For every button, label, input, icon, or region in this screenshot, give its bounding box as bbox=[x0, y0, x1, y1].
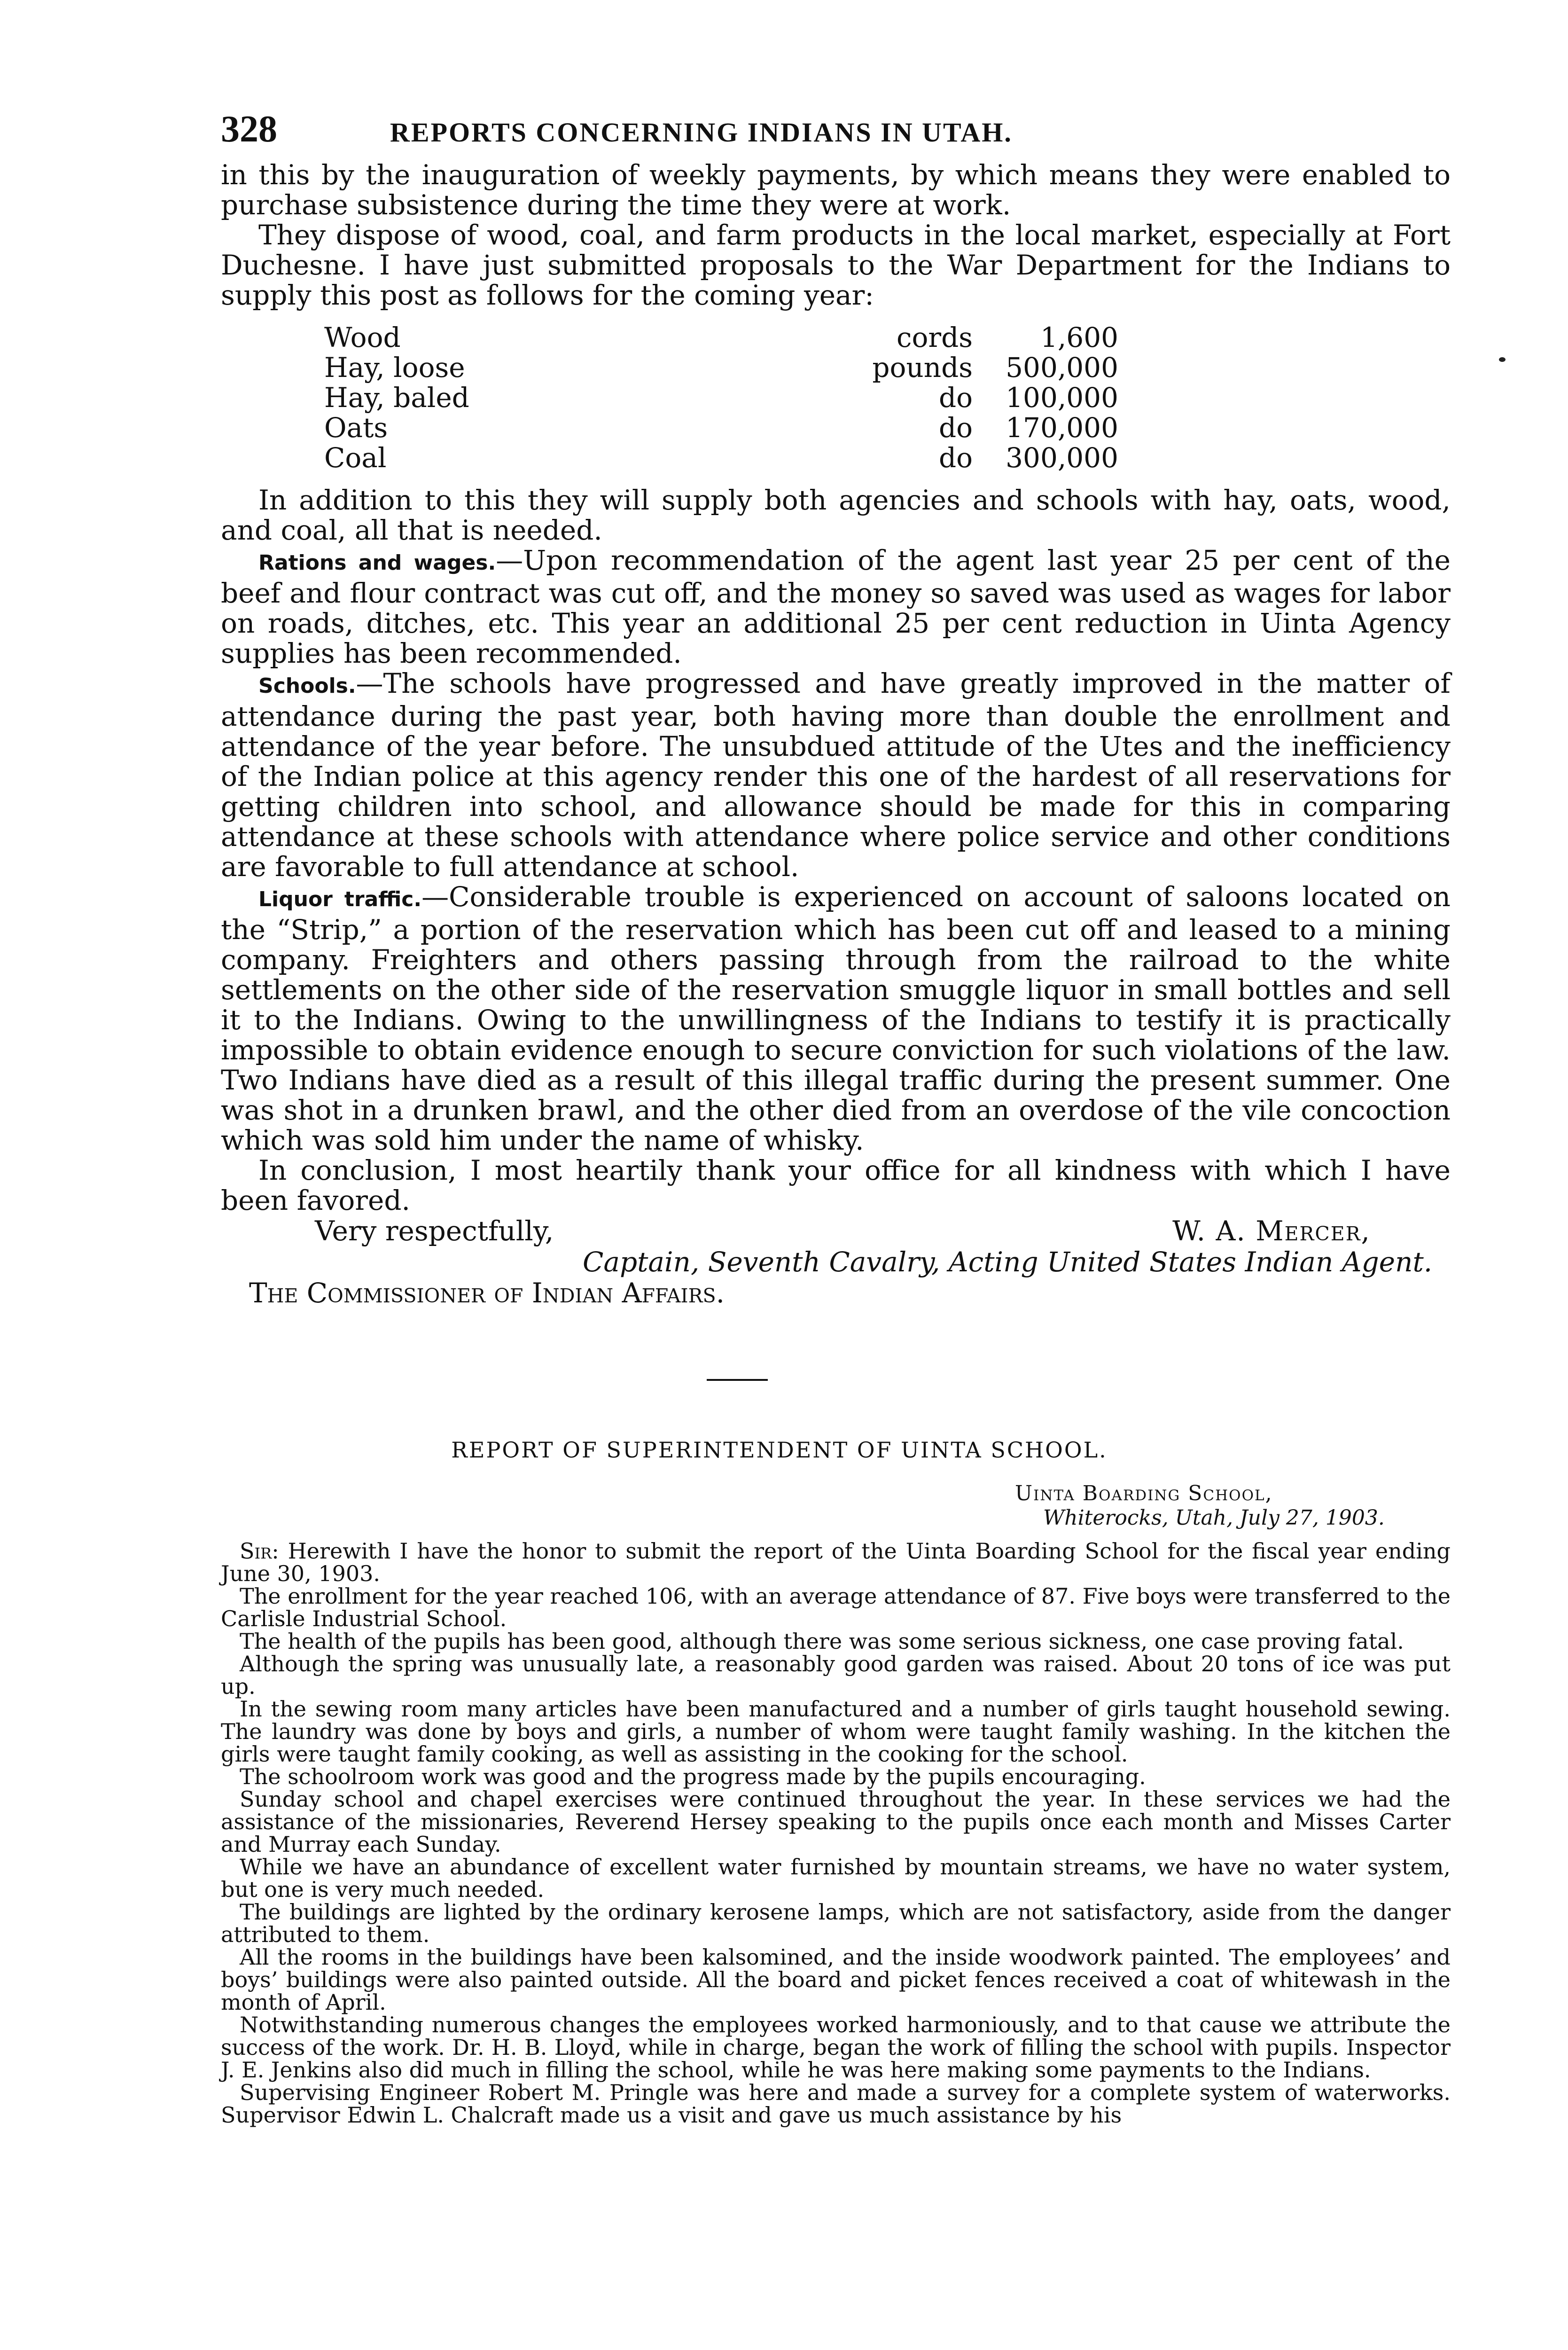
school-report-title: REPORT OF SUPERINTENDENT OF UINTA SCHOOL. bbox=[451, 1437, 1108, 1463]
school-report-paragraph-text: Sunday school and chapel exercises were continued throughout the year. In these services we had the assistance of the missionaries, Reverend Hersey speaking to the pupils once each month and Misses Carter and Murray each Sunday. bbox=[221, 1786, 1451, 1857]
school-report-paragraph bbox=[221, 1788, 1451, 1856]
signer-title: Captain, Seventh Cavalry, Acting United States Indian Agent. bbox=[583, 1246, 1433, 1278]
schools-paragraph bbox=[221, 668, 1451, 882]
school-report-paragraph-text: The health of the pupils has been good, although there was some serious sickness, one case proving fatal. bbox=[240, 1629, 1404, 1654]
supply-item: Coal bbox=[324, 442, 387, 474]
letter-salutation: Sir: bbox=[240, 1538, 279, 1564]
conclusion-paragraph: In conclusion, I most heartily thank your office for all kindness with which I have been favored. bbox=[221, 1154, 1451, 1216]
school-report-paragraph-text: Supervising Engineer Robert M. Pringle was here and made a survey for a complete system of waterworks. Supervisor Edwin L. Chalcraft made us a visit and gave us much assistance by his bbox=[221, 2080, 1451, 2128]
supplies-row bbox=[324, 322, 1118, 352]
school-report-paragraph bbox=[221, 1946, 1451, 2013]
school-report-paragraph-text: The schoolroom work was good and the progress made by the pupils encouraging. bbox=[240, 1764, 1146, 1789]
supplies-row bbox=[324, 383, 1118, 413]
school-letterhead bbox=[221, 1481, 1451, 1530]
section-divider bbox=[707, 1379, 768, 1381]
school-report-paragraph bbox=[221, 1856, 1451, 1901]
school-report-paragraph bbox=[221, 1765, 1451, 1788]
running-head: REPORTS CONCERNING INDIANS IN UTAH. bbox=[390, 117, 1013, 148]
school-name: Uinta Boarding School, bbox=[1015, 1481, 1273, 1505]
page-header bbox=[221, 108, 1451, 160]
supplies-row bbox=[324, 443, 1118, 473]
school-report-paragraph-text: The buildings are lighted by the ordinary kerosene lamps, which are not satisfactory, aside from the danger attributed to them. bbox=[221, 1899, 1451, 1947]
supply-unit: cords bbox=[896, 321, 973, 353]
liquor-paragraph bbox=[221, 882, 1451, 1155]
supply-unit: do bbox=[938, 442, 973, 474]
supplies-table bbox=[324, 322, 1118, 473]
school-report-paragraph bbox=[221, 1901, 1451, 1946]
supplies-row bbox=[324, 352, 1118, 383]
intro-paragraph-2: They dispose of wood, coal, and farm products in the local market, especially at Fort Duchesne. I have just submitted proposals to the War Department for the Indians to supply this post as follows for the coming year: bbox=[221, 219, 1451, 311]
rations-heading: Rations and wages. bbox=[258, 551, 496, 575]
school-report-paragraph bbox=[221, 1698, 1451, 1765]
school-report-body bbox=[221, 1540, 1451, 2126]
intro-paragraph-1: in this by the inauguration of weekly payments, by which means they were enabled to purchase subsistence during the time they were at work. bbox=[221, 159, 1451, 221]
after-table-paragraph: In addition to this they will supply both agencies and schools with hay, oats, wood, and coal, all that is needed. bbox=[221, 484, 1451, 546]
school-report-paragraph bbox=[221, 1540, 1451, 1585]
school-report-paragraph-text: While we have an abundance of excellent water furnished by mountain streams, we have no water system, but one is very much needed. bbox=[221, 1854, 1451, 1902]
rations-paragraph bbox=[221, 545, 1451, 668]
closing-salutation: Very respectfully, bbox=[315, 1215, 554, 1247]
school-report-paragraph-text: All the rooms in the buildings have been kalsomined, and the inside woodwork painted. The employees’ and boys’ buildings were also painted outside. All the board and picket fences received a coat of whitewash in the month of April. bbox=[221, 1944, 1451, 2015]
page-number: 328 bbox=[221, 109, 277, 150]
school-report-paragraph bbox=[221, 1585, 1451, 1630]
rations-text: —Upon recommendation of the agent last year 25 per cent of the beef and flour contract was cut off, and the money so saved was used as wages for labor on roads, ditches, etc. This year an additional 25 per cent reduction in Uinta Agency supplies has been recommended. bbox=[221, 544, 1451, 669]
supply-item: Hay, loose bbox=[324, 352, 465, 384]
supply-item: Hay, baled bbox=[324, 382, 469, 414]
supply-unit: pounds bbox=[872, 352, 973, 384]
place-and-date: Whiterocks, Utah, July 27, 1903. bbox=[1043, 1506, 1385, 1530]
liquor-text: —Considerable trouble is experienced on account of saloons located on the “Strip,” a portion of the reservation which has been cut off and leased to a mining company. Freighters and others passing through from the railroad to the white settlements on the other side of the reservation smuggle liquor in small bottles and sell it to the Indians. Owing to the unwillingness of the Indians to testify it is practically impossible to obtain evidence enough to secure conviction for such violations of the law. Two Indians have died as a result of this illegal traffic during the present summer. One was shot in a drunken brawl, and the other died from an overdose of the vile concoction which was sold him under the name of whisky. bbox=[221, 881, 1451, 1156]
supply-item: Wood bbox=[324, 321, 401, 353]
school-report-paragraph-text: Although the spring was unusually late, a reasonably good garden was raised. About 20 tons of ice was put up. bbox=[221, 1651, 1451, 1699]
letter-closing bbox=[221, 1215, 1451, 1308]
supply-quantity: 1,600 bbox=[1040, 321, 1118, 353]
school-report-paragraph-text: Notwithstanding numerous changes the employees worked harmoniously, and to that cause we attribute the success of the work. Dr. H. B. Lloyd, while in charge, began the work of filling the school with pupils. Inspector J. E. Jenkins also did much in filling the school, while he was here making some payments to the Indians. bbox=[221, 2012, 1451, 2083]
ink-speck bbox=[1499, 357, 1506, 362]
school-report-paragraph-text: Herewith I have the honor to submit the report of the Uinta Boarding School for the fiscal year ending June 30, 1903. bbox=[221, 1538, 1451, 1586]
supply-item: Oats bbox=[324, 412, 388, 444]
agent-report-body bbox=[221, 160, 1451, 1215]
signer-name: W. A. Mercer, bbox=[1172, 1215, 1371, 1247]
schools-text: —The schools have progressed and have greatly improved in the matter of attendance during the past year, both having more than double the enrollment and attendance of the year before. The unsubdued attitude of the Utes and the inefficiency of the Indian police at this agency render this one of the hardest of all reservations for getting children into school, and allowance should be made for this in comparing attendance at these schools with attendance where police service and other conditions are favorable to full attendance at school. bbox=[221, 667, 1451, 883]
supplies-row bbox=[324, 413, 1118, 443]
supply-unit: do bbox=[938, 412, 973, 444]
supply-quantity: 500,000 bbox=[1006, 352, 1118, 384]
school-report-paragraph bbox=[221, 1630, 1451, 1653]
supply-quantity: 170,000 bbox=[1006, 412, 1118, 444]
school-report-paragraph bbox=[221, 2013, 1451, 2081]
school-report-paragraph-text: In the sewing room many articles have been manufactured and a number of girls taught household sewing. The laundry was done by boys and girls, a number of whom were taught family washing. In the kitchen the girls were taught family cooking, as well as assisting in the cooking for the school. bbox=[221, 1696, 1451, 1767]
schools-heading: Schools. bbox=[258, 674, 356, 698]
school-report-paragraph-text: The enrollment for the year reached 106, with an average attendance of 87. Five boys were transferred to the Carlisle Industrial School. bbox=[221, 1583, 1451, 1631]
addressee: The Commissioner of Indian Affairs. bbox=[249, 1277, 725, 1309]
supply-quantity: 100,000 bbox=[1006, 382, 1118, 414]
supply-unit: do bbox=[938, 382, 973, 414]
liquor-heading: Liquor traffic. bbox=[258, 887, 422, 911]
supply-quantity: 300,000 bbox=[1006, 442, 1118, 474]
signature-line bbox=[221, 1215, 1451, 1246]
school-report-paragraph bbox=[221, 2081, 1451, 2126]
school-report-paragraph bbox=[221, 1653, 1451, 1698]
